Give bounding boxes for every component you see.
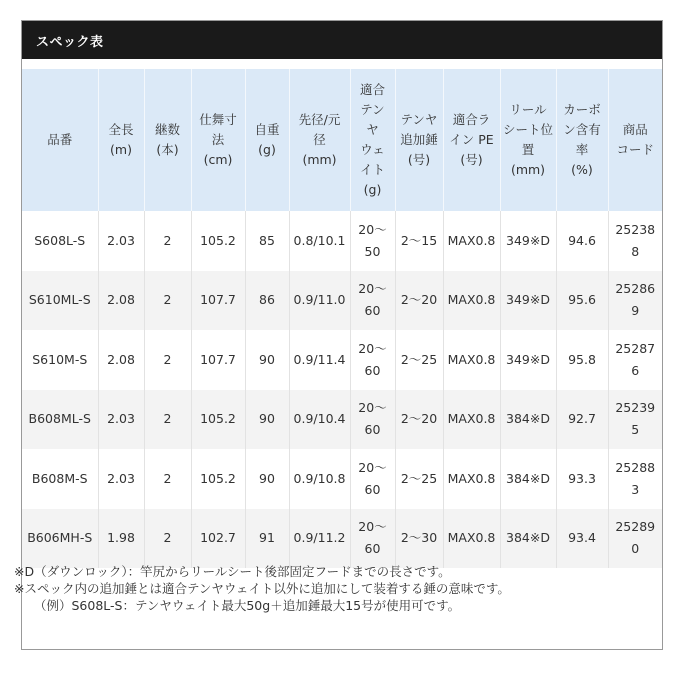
cell-carbon: 95.8 xyxy=(556,330,608,390)
cell-pieces: 2 xyxy=(144,449,191,509)
cell-total-length: 2.08 xyxy=(98,330,144,390)
col-header-product-code: 商品 コード xyxy=(608,69,662,211)
col-header-product-number: 品番 xyxy=(22,69,98,211)
cell-pieces: 2 xyxy=(144,390,191,450)
cell-reel-seat: 349※D xyxy=(500,211,556,271)
cell-total-length: 2.03 xyxy=(98,390,144,450)
cell-total-length: 2.03 xyxy=(98,211,144,271)
cell-reel-seat: 384※D xyxy=(500,390,556,450)
cell-added-sinker: 2～25 xyxy=(395,449,443,509)
cell-carbon: 95.6 xyxy=(556,271,608,331)
cell-product-number: S610M-S xyxy=(22,330,98,390)
col-header-carbon-content: カーボ ン含有 率 (%) xyxy=(556,69,608,211)
cell-diameter: 0.9/11.4 xyxy=(289,330,350,390)
cell-weight: 90 xyxy=(245,330,289,390)
note-downlock: ※D（ダウンロック）：竿尻からリールシート後部固定フードまでの長さです。 xyxy=(14,564,451,579)
cell-closed-length: 105.2 xyxy=(191,211,245,271)
cell-total-length: 2.03 xyxy=(98,449,144,509)
note-added-sinker: ※スペック内の追加錘とは適合テンヤウェイト以外に追加にして装着する錘の意味です。 xyxy=(14,581,510,596)
cell-line-pe: MAX0.8 xyxy=(443,271,500,331)
cell-closed-length: 107.7 xyxy=(191,271,245,331)
cell-closed-length: 107.7 xyxy=(191,330,245,390)
col-header-tenya-weight: 適合 テン ヤ ウェ イト (g) xyxy=(350,69,395,211)
cell-diameter: 0.8/10.1 xyxy=(289,211,350,271)
col-header-reel-seat-position: リール シート位 置 (mm) xyxy=(500,69,556,211)
cell-pieces: 2 xyxy=(144,211,191,271)
cell-closed-length: 102.7 xyxy=(191,509,245,569)
col-header-closed-length: 仕舞寸 法 (cm) xyxy=(191,69,245,211)
cell-tenya-weight: 20～ 60 xyxy=(350,449,395,509)
cell-line-pe: MAX0.8 xyxy=(443,211,500,271)
cell-reel-seat: 384※D xyxy=(500,449,556,509)
table-row xyxy=(22,271,662,331)
col-header-total-length: 全長 (m) xyxy=(98,69,144,211)
cell-line-pe: MAX0.8 xyxy=(443,330,500,390)
cell-diameter: 0.9/10.8 xyxy=(289,449,350,509)
spec-table-title: スペック表 xyxy=(36,35,104,50)
table-header-row xyxy=(22,69,662,211)
col-header-weight: 自重 (g) xyxy=(245,69,289,211)
cell-tenya-weight: 20～ 60 xyxy=(350,330,395,390)
cell-line-pe: MAX0.8 xyxy=(443,390,500,450)
cell-diameter: 0.9/11.0 xyxy=(289,271,350,331)
col-header-tip-butt-diameter: 先径/元 径 (mm) xyxy=(289,69,350,211)
cell-carbon: 92.7 xyxy=(556,390,608,450)
cell-added-sinker: 2～20 xyxy=(395,390,443,450)
cell-added-sinker: 2～15 xyxy=(395,211,443,271)
cell-added-sinker: 2～30 xyxy=(395,509,443,569)
col-header-pieces: 継数 (本) xyxy=(144,69,191,211)
col-header-line-pe: 適合ラ イン PE (号) xyxy=(443,69,500,211)
table-row xyxy=(22,390,662,450)
spec-panel xyxy=(21,20,663,650)
note-example: （例）S608L-S：テンヤウェイト最大50g＋追加錘最大15号が使用可です。 xyxy=(34,598,461,613)
cell-closed-length: 105.2 xyxy=(191,390,245,450)
cell-weight: 90 xyxy=(245,449,289,509)
cell-product-code: 25289 0 xyxy=(608,509,662,569)
cell-product-code: 25288 3 xyxy=(608,449,662,509)
cell-weight: 85 xyxy=(245,211,289,271)
spec-table xyxy=(22,69,662,568)
cell-product-number: S608L-S xyxy=(22,211,98,271)
cell-tenya-weight: 20～ 50 xyxy=(350,211,395,271)
cell-tenya-weight: 20～ 60 xyxy=(350,509,395,569)
cell-reel-seat: 349※D xyxy=(500,271,556,331)
cell-product-code: 25286 9 xyxy=(608,271,662,331)
cell-reel-seat: 384※D xyxy=(500,509,556,569)
cell-weight: 86 xyxy=(245,271,289,331)
cell-closed-length: 105.2 xyxy=(191,449,245,509)
cell-carbon: 93.4 xyxy=(556,509,608,569)
cell-pieces: 2 xyxy=(144,271,191,331)
table-row xyxy=(22,211,662,271)
cell-product-code: 25238 8 xyxy=(608,211,662,271)
table-row xyxy=(22,509,662,569)
cell-added-sinker: 2～20 xyxy=(395,271,443,331)
title-bar xyxy=(22,21,662,59)
cell-carbon: 94.6 xyxy=(556,211,608,271)
cell-product-number: B606MH-S xyxy=(22,509,98,569)
cell-diameter: 0.9/10.4 xyxy=(289,390,350,450)
table-row xyxy=(22,330,662,390)
cell-weight: 90 xyxy=(245,390,289,450)
cell-total-length: 1.98 xyxy=(98,509,144,569)
cell-pieces: 2 xyxy=(144,330,191,390)
cell-product-code: 25287 6 xyxy=(608,330,662,390)
cell-product-number: B608ML-S xyxy=(22,390,98,450)
cell-total-length: 2.08 xyxy=(98,271,144,331)
table-row xyxy=(22,449,662,509)
cell-product-number: S610ML-S xyxy=(22,271,98,331)
cell-added-sinker: 2～25 xyxy=(395,330,443,390)
cell-line-pe: MAX0.8 xyxy=(443,509,500,569)
spec-notes xyxy=(14,563,634,614)
cell-tenya-weight: 20～ 60 xyxy=(350,390,395,450)
cell-product-code: 25239 5 xyxy=(608,390,662,450)
cell-reel-seat: 349※D xyxy=(500,330,556,390)
cell-diameter: 0.9/11.2 xyxy=(289,509,350,569)
cell-pieces: 2 xyxy=(144,509,191,569)
cell-product-number: B608M-S xyxy=(22,449,98,509)
cell-tenya-weight: 20～ 60 xyxy=(350,271,395,331)
cell-weight: 91 xyxy=(245,509,289,569)
cell-line-pe: MAX0.8 xyxy=(443,449,500,509)
cell-carbon: 93.3 xyxy=(556,449,608,509)
col-header-added-sinker: テンヤ 追加錘 (号) xyxy=(395,69,443,211)
